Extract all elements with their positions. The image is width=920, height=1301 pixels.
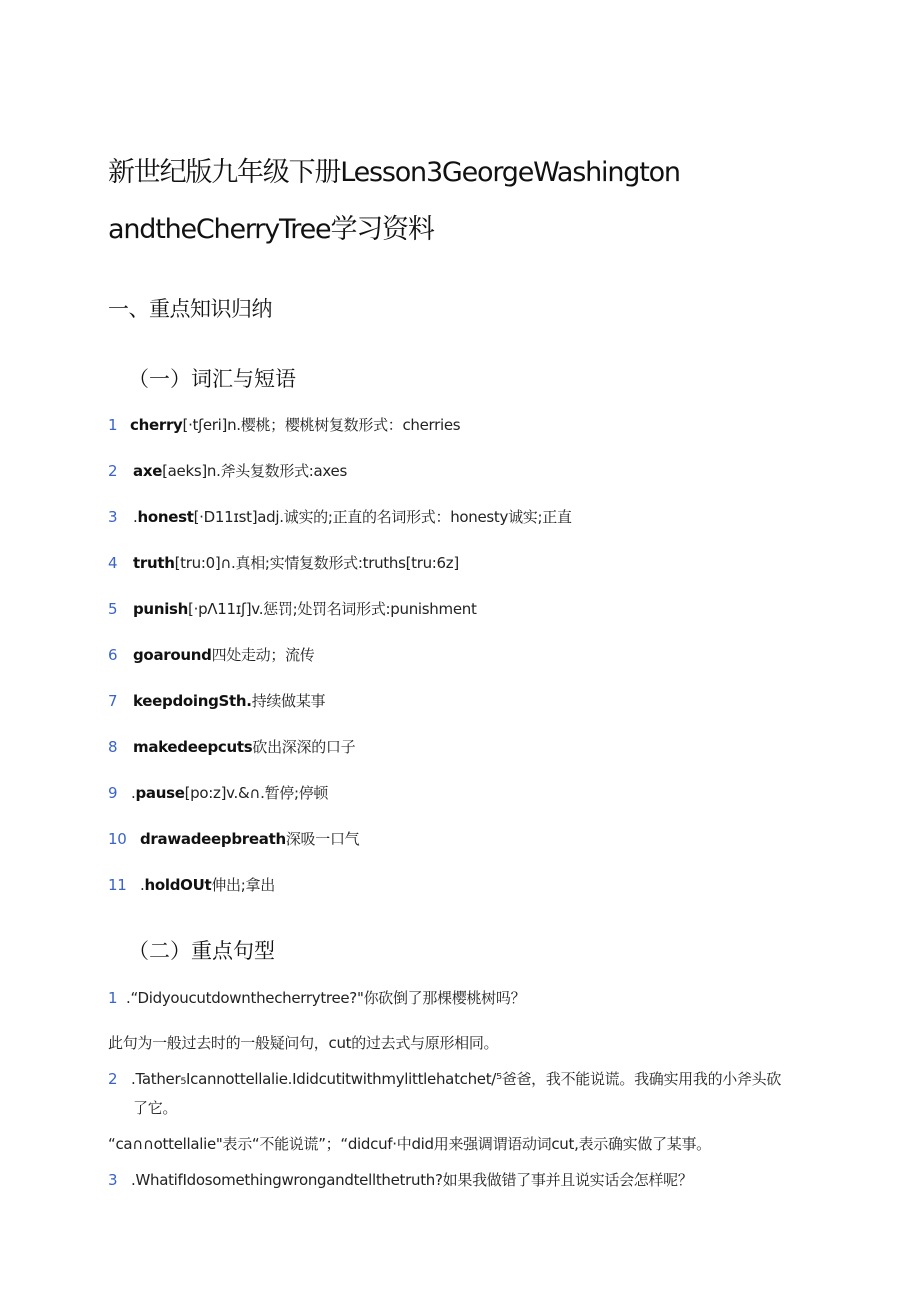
item-number: 2 [108, 462, 118, 480]
subsection-heading-sentences: （二）重点句型 [128, 939, 275, 963]
vocab-definition: 四处走动；流传 [211, 646, 315, 664]
vocab-item-9 [108, 782, 328, 803]
item-number: 4 [108, 554, 118, 572]
vocab-term: goaround [133, 646, 212, 664]
item-number: 3 [108, 1171, 118, 1189]
item-number: 10 [108, 830, 127, 848]
vocab-item-7 [108, 690, 325, 711]
sentence-text-continuation: 了它。 [133, 1099, 178, 1117]
vocab-definition: [aeks]n.斧头复数形式:axes [162, 462, 347, 480]
vocab-definition: 深吸一口气 [285, 830, 360, 848]
sentence-note-2: “ca∩∩ottellalie"表示“不能说谎”；“didcuf·中did用来强调谓语动词cut,表示确实做了某事。 [108, 1135, 711, 1153]
vocab-definition: [tru:0]∩.真相;实情复数形式:truths[tru:6z] [174, 554, 459, 572]
subsection-heading-vocabulary: （一）词汇与短语 [128, 367, 296, 391]
vocab-item-5 [108, 598, 477, 619]
vocab-term: truth [133, 554, 175, 572]
item-number: 5 [108, 600, 118, 618]
document-title-line-1: 新世纪版九年级下册Lesson3GeorgeWashington [108, 157, 680, 188]
vocab-term: axe [133, 462, 163, 480]
vocab-item-6 [108, 644, 314, 665]
item-prefix: . [140, 876, 145, 894]
vocab-term: drawadeepbreath [140, 830, 286, 848]
vocab-definition: 伸出;拿出 [211, 876, 275, 894]
vocab-item-1 [108, 414, 460, 435]
sentence-item-3 [108, 1169, 693, 1190]
item-number: 9 [108, 784, 118, 802]
vocab-term: punish [133, 600, 189, 618]
item-number: 11 [108, 876, 127, 894]
sentence-item-1 [108, 987, 525, 1008]
vocab-item-11 [108, 874, 275, 895]
item-number: 2 [108, 1070, 118, 1088]
sentence-note-1: 此句为一般过去时的一般疑问句，cut的过去式与原形相同。 [108, 1034, 499, 1052]
item-prefix: . [133, 508, 138, 526]
vocab-item-2 [108, 460, 347, 481]
item-number: 3 [108, 508, 118, 526]
vocab-item-10 [108, 828, 359, 849]
document-title-line-2: andtheCherryTree学习资料 [108, 214, 434, 245]
sentence-item-2 [108, 1068, 781, 1089]
vocab-definition: 持续做某事 [251, 692, 326, 710]
section-heading-key-points: 一、重点知识归纳 [108, 297, 272, 321]
vocab-item-4 [108, 552, 459, 573]
vocab-term: cherry [130, 416, 183, 434]
item-number: 6 [108, 646, 118, 664]
item-number: 1 [108, 416, 118, 434]
sentence-text: .Tather₅Icannottellalie.Ididcutitwithmylittlehatchet/⁵爸爸，我不能说谎。我确实用我的小斧头砍 [131, 1070, 782, 1088]
sentence-text: .WhatifIdosomethingwrongandtellthetruth?如果我做错了事并且说实话会怎样呢？ [131, 1171, 693, 1189]
sentence-text: .“Didyoucutdownthecherrytree?"你砍倒了那棵樱桃树吗？ [126, 989, 526, 1007]
vocab-term: holdOUt [144, 876, 212, 894]
vocab-item-3 [108, 506, 572, 527]
vocab-item-8 [108, 736, 355, 757]
item-prefix: . [131, 784, 136, 802]
item-number: 7 [108, 692, 118, 710]
vocab-definition: [·pΛ11ɪʃ]v.惩罚;处罚名词形式:punishment [188, 600, 477, 618]
item-number: 8 [108, 738, 118, 756]
vocab-term: makedeepcuts [133, 738, 253, 756]
vocab-definition: 砍出深深的口子 [252, 738, 356, 756]
vocab-definition: [·D11ɪst]adj.诚实的;正直的名词形式：honesty诚实;正直 [193, 508, 572, 526]
vocab-term: pause [135, 784, 185, 802]
item-number: 1 [108, 989, 118, 1007]
vocab-term: honest [137, 508, 194, 526]
vocab-term: keepdoingSth. [133, 692, 252, 710]
vocab-definition: [po:z]v.&∩.暂停;停顿 [184, 784, 329, 802]
vocab-definition: [·tʃeri]n.樱桃；樱桃树复数形式：cherries [182, 416, 461, 434]
